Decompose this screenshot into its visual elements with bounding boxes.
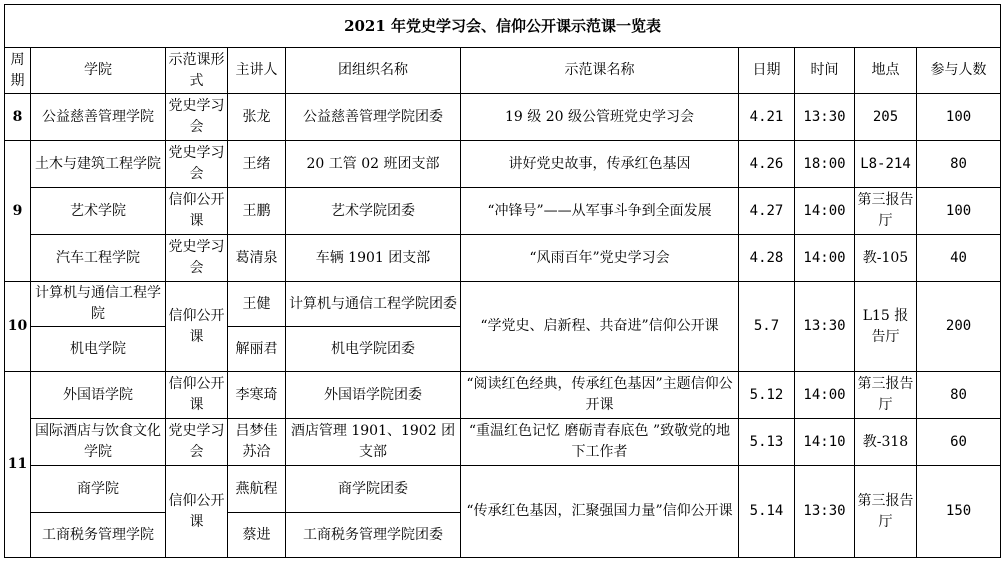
speaker-cell: 王健 — [228, 282, 286, 327]
college-cell: 土木与建筑工程学院 — [31, 141, 166, 188]
course-cell: “阅读红色经典，传承红色基因”主题信仰公开课 — [461, 372, 739, 419]
speaker-cell: 解丽君 — [228, 327, 286, 372]
speaker-cell: 蔡进 — [228, 513, 286, 558]
place-cell: 第三报告厅 — [855, 372, 917, 419]
count-cell: 100 — [917, 188, 1001, 235]
schedule-table — [4, 4, 1001, 558]
speaker-cell: 王绪 — [228, 141, 286, 188]
college-cell: 工商税务管理学院 — [31, 513, 166, 558]
college-cell: 国际酒店与饮食文化学院 — [31, 419, 166, 466]
format-cell: 党史学习会 — [166, 94, 228, 141]
date-cell: 5.12 — [739, 372, 795, 419]
week-cell: 10 — [5, 282, 31, 372]
format-cell: 信仰公开课 — [166, 188, 228, 235]
org-cell: 机电学院团委 — [286, 327, 461, 372]
date-cell: 4.28 — [739, 235, 795, 282]
table-row — [5, 94, 1001, 141]
format-cell: 党史学习会 — [166, 419, 228, 466]
speaker-cell: 张龙 — [228, 94, 286, 141]
date-cell: 5.13 — [739, 419, 795, 466]
time-cell: 14:00 — [795, 235, 855, 282]
count-cell: 80 — [917, 141, 1001, 188]
count-cell: 150 — [917, 466, 1001, 558]
header-college: 学院 — [31, 48, 166, 94]
course-cell: “传承红色基因，汇聚强国力量”信仰公开课 — [461, 466, 739, 558]
date-cell: 5.7 — [739, 282, 795, 372]
header-place: 地点 — [855, 48, 917, 94]
header-week: 周期 — [5, 48, 31, 94]
week-cell: 11 — [5, 372, 31, 558]
format-cell: 信仰公开课 — [166, 466, 228, 558]
speaker-cell: 吕梦佳 苏洽 — [228, 419, 286, 466]
time-cell: 13:30 — [795, 94, 855, 141]
table-row — [5, 419, 1001, 466]
college-cell: 外国语学院 — [31, 372, 166, 419]
speaker-cell: 燕航程 — [228, 466, 286, 513]
place-cell: 教-318 — [855, 419, 917, 466]
college-cell: 计算机与通信工程学院 — [31, 282, 166, 327]
table-row — [5, 188, 1001, 235]
header-row — [5, 48, 1001, 94]
place-cell: 第三报告厅 — [855, 466, 917, 558]
place-cell: L15 报告厅 — [855, 282, 917, 372]
header-date: 日期 — [739, 48, 795, 94]
count-cell: 200 — [917, 282, 1001, 372]
course-cell: “冲锋号”——从军事斗争到全面发展 — [461, 188, 739, 235]
time-cell: 14:00 — [795, 372, 855, 419]
time-cell: 13:30 — [795, 282, 855, 372]
format-cell: 党史学习会 — [166, 235, 228, 282]
table-row — [5, 372, 1001, 419]
time-cell: 14:10 — [795, 419, 855, 466]
table-row — [5, 141, 1001, 188]
week-cell: 9 — [5, 141, 31, 282]
college-cell: 汽车工程学院 — [31, 235, 166, 282]
header-course: 示范课名称 — [461, 48, 739, 94]
format-cell: 信仰公开课 — [166, 282, 228, 372]
count-cell: 60 — [917, 419, 1001, 466]
speaker-cell: 李寒琦 — [228, 372, 286, 419]
count-cell: 80 — [917, 372, 1001, 419]
college-cell: 公益慈善管理学院 — [31, 94, 166, 141]
org-cell: 酒店管理 1901、1902 团支部 — [286, 419, 461, 466]
place-cell: 教-105 — [855, 235, 917, 282]
time-cell: 14:00 — [795, 188, 855, 235]
org-cell: 20 工管 02 班团支部 — [286, 141, 461, 188]
org-cell: 工商税务管理学院团委 — [286, 513, 461, 558]
place-cell: 第三报告厅 — [855, 188, 917, 235]
date-cell: 4.27 — [739, 188, 795, 235]
org-cell: 公益慈善管理学院团委 — [286, 94, 461, 141]
org-cell: 外国语学院团委 — [286, 372, 461, 419]
date-cell: 5.14 — [739, 466, 795, 558]
place-cell: L8-214 — [855, 141, 917, 188]
course-cell: 讲好党史故事，传承红色基因 — [461, 141, 739, 188]
format-cell: 党史学习会 — [166, 141, 228, 188]
course-cell: “风雨百年”党史学习会 — [461, 235, 739, 282]
header-format: 示范课形式 — [166, 48, 228, 94]
week-cell: 8 — [5, 94, 31, 141]
date-cell: 4.26 — [739, 141, 795, 188]
count-cell: 100 — [917, 94, 1001, 141]
table-row — [5, 282, 1001, 327]
college-cell: 艺术学院 — [31, 188, 166, 235]
header-count: 参与人数 — [917, 48, 1001, 94]
place-cell: 205 — [855, 94, 917, 141]
org-cell: 商学院团委 — [286, 466, 461, 513]
table-row — [5, 466, 1001, 513]
college-cell: 商学院 — [31, 466, 166, 513]
time-cell: 18:00 — [795, 141, 855, 188]
date-cell: 4.21 — [739, 94, 795, 141]
course-cell: “学党史、启新程、共奋进”信仰公开课 — [461, 282, 739, 372]
table-row — [5, 235, 1001, 282]
speaker-cell: 葛清泉 — [228, 235, 286, 282]
header-time: 时间 — [795, 48, 855, 94]
format-cell: 信仰公开课 — [166, 372, 228, 419]
speaker-cell: 王鹏 — [228, 188, 286, 235]
table-title: 2021 年党史学习会、信仰公开课示范课一览表 — [5, 5, 1001, 48]
course-cell: “重温红色记忆 磨砺青春底色 ”致敬党的地下工作者 — [461, 419, 739, 466]
college-cell: 机电学院 — [31, 327, 166, 372]
count-cell: 40 — [917, 235, 1001, 282]
org-cell: 计算机与通信工程学院团委 — [286, 282, 461, 327]
schedule-sheet — [4, 4, 1000, 562]
time-cell: 13:30 — [795, 466, 855, 558]
org-cell: 艺术学院团委 — [286, 188, 461, 235]
header-org: 团组织名称 — [286, 48, 461, 94]
course-cell: 19 级 20 级公管班党史学习会 — [461, 94, 739, 141]
org-cell: 车辆 1901 团支部 — [286, 235, 461, 282]
header-speaker: 主讲人 — [228, 48, 286, 94]
